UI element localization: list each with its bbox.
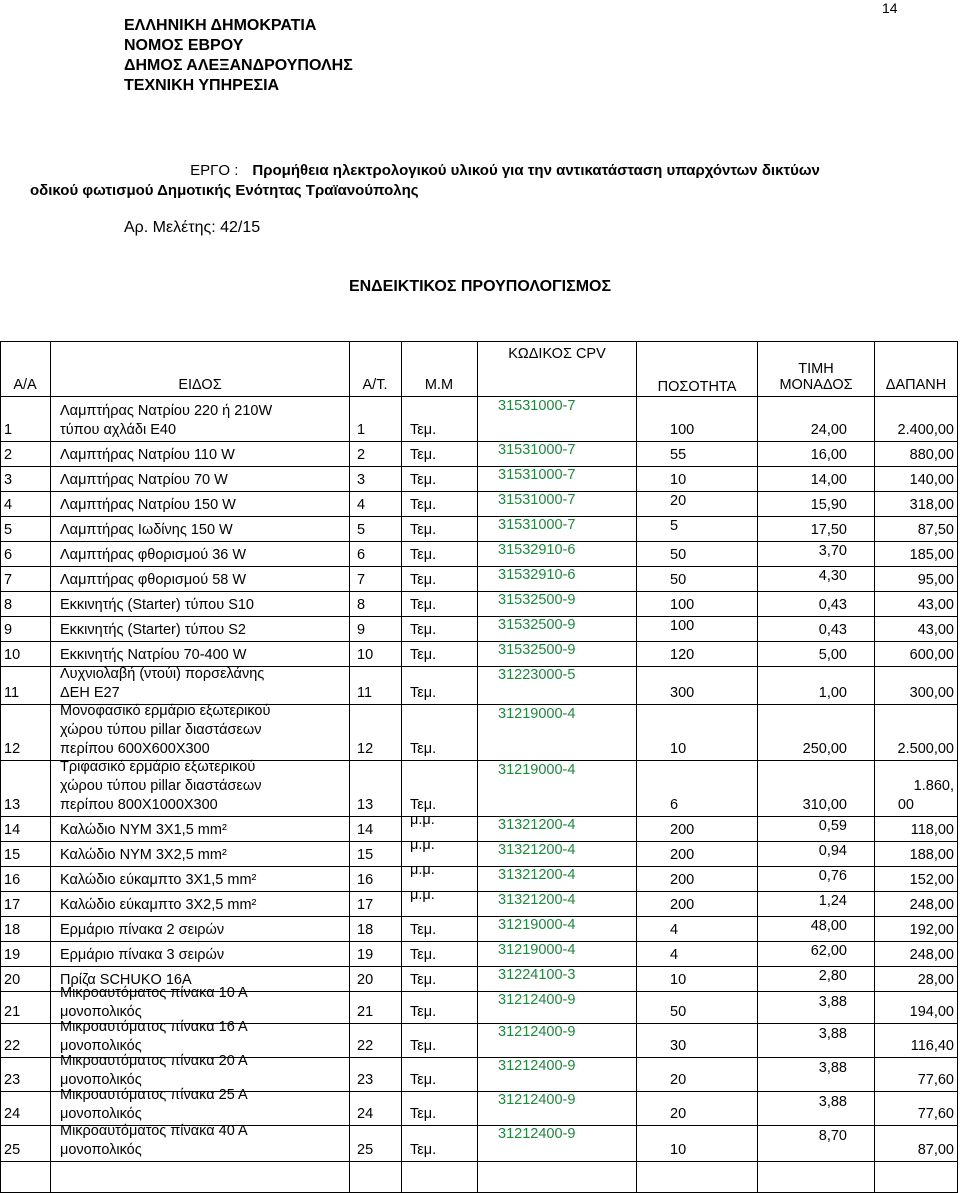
row-cost: 2.400,00 (897, 422, 954, 438)
row-aa: 17 (4, 897, 21, 913)
row-quantity: 200 (670, 847, 695, 863)
row-description: Καλώδιο εύκαμπτο 3Χ1,5 mm² (60, 872, 257, 888)
row-description: Εκκινητής (Starter) τύπου S10 (60, 597, 254, 613)
row-description: Μικροαυτόματος πίνακα 16 Α (60, 1019, 248, 1035)
grid-hline (0, 591, 958, 592)
row-cost: 1.860, (913, 778, 954, 794)
row-at: 19 (357, 947, 374, 963)
row-aa: 7 (4, 572, 13, 588)
row-description: χώρου τύπου pillar διαστάσεων (60, 722, 262, 738)
row-unit-price: 0,59 (818, 818, 847, 834)
row-unit: Τεμ. (410, 922, 437, 938)
row-quantity: 50 (670, 547, 687, 563)
row-unit: μ.μ. (410, 887, 435, 903)
grid-vline (957, 341, 958, 1192)
row-quantity: 6 (670, 797, 679, 813)
row-cpv: 31212400-9 (498, 1126, 576, 1142)
row-quantity: 4 (670, 922, 679, 938)
row-cpv: 31532500-9 (498, 642, 576, 658)
row-description: μονοπολικός (60, 1142, 142, 1158)
row-aa: 24 (4, 1106, 21, 1122)
row-quantity: 55 (670, 447, 687, 463)
row-unit-price: 62,00 (810, 943, 847, 959)
row-cpv: 31219000-4 (498, 917, 576, 933)
row-cpv: 31532500-9 (498, 592, 576, 608)
row-quantity: 30 (670, 1038, 687, 1054)
grid-hline (0, 641, 958, 642)
row-aa: 2 (4, 447, 13, 463)
row-at: 5 (357, 522, 366, 538)
row-quantity: 100 (670, 422, 695, 438)
row-at: 14 (357, 822, 374, 838)
row-unit-price: 5,00 (818, 647, 847, 663)
row-cpv: 31321200-4 (498, 867, 576, 883)
row-unit-price: 4,30 (818, 568, 847, 584)
grid-hline (0, 941, 958, 942)
header-mm: Μ.Μ (424, 377, 454, 393)
letterhead-line: ΝΟΜΟΣ ΕΒΡΟΥ (124, 37, 244, 54)
row-unit-price: 310,00 (802, 797, 847, 813)
header-at: Α/Τ. (362, 377, 388, 393)
row-description: Μικροαυτόματος πίνακα 20 Α (60, 1053, 248, 1069)
row-cpv: 31219000-4 (498, 942, 576, 958)
row-at: 20 (357, 972, 374, 988)
row-aa: 20 (4, 972, 21, 988)
row-description: Λαμπτήρας Νατρίου 150 W (60, 497, 236, 513)
row-unit-price: 16,00 (810, 447, 847, 463)
row-at: 6 (357, 547, 366, 563)
grid-hline (0, 341, 958, 342)
row-at: 16 (357, 872, 374, 888)
row-description: χώρου τύπου pillar διαστάσεων (60, 778, 262, 794)
row-quantity: 100 (670, 597, 695, 613)
row-description: μονοπολικός (60, 1106, 142, 1122)
row-cpv: 31531000-7 (498, 442, 576, 458)
letterhead-line: ΤΕΧΝΙΚΗ ΥΠΗΡΕΣΙΑ (124, 77, 280, 94)
row-unit-price: 8,70 (818, 1128, 847, 1144)
row-unit: Τεμ. (410, 597, 437, 613)
row-description: Λαμπτήρας Ιωδίνης 150 W (60, 522, 233, 538)
grid-hline (0, 866, 958, 867)
row-cpv: 31212400-9 (498, 1024, 576, 1040)
letterhead-line: ΕΛΛΗΝΙΚΗ ΔΗΜΟΚΡΑΤΙΑ (124, 17, 317, 34)
row-unit-price: 2,80 (818, 968, 847, 984)
row-quantity: 5 (670, 518, 679, 534)
row-unit: Τεμ. (410, 797, 437, 813)
grid-hline (0, 516, 958, 517)
row-description: Λαμπτήρας Νατρίου 220 ή 210W (60, 403, 273, 419)
row-quantity: 20 (670, 493, 687, 509)
row-unit: Τεμ. (410, 947, 437, 963)
row-unit: Τεμ. (410, 422, 437, 438)
row-description: Καλώδιο ΝΥΜ 3Χ1,5 mm² (60, 822, 227, 838)
header-price: ΤΙΜΗ (798, 361, 834, 377)
grid-hline (0, 1161, 958, 1162)
row-at: 4 (357, 497, 366, 513)
row-at: 15 (357, 847, 374, 863)
row-cost: 600,00 (909, 647, 954, 663)
row-cost: 192,00 (909, 922, 954, 938)
row-description: Εκκινητής Νατρίου 70-400 W (60, 647, 247, 663)
row-at: 23 (357, 1072, 374, 1088)
row-description: Εκκινητής (Starter) τύπου S2 (60, 622, 246, 638)
row-unit: Τεμ. (410, 972, 437, 988)
grid-vline (349, 341, 350, 1192)
row-description: περίπου 800Χ1000Χ300 (60, 797, 218, 813)
row-at: 3 (357, 472, 366, 488)
row-unit: Τεμ. (410, 1106, 437, 1122)
row-cpv: 31532500-9 (498, 617, 576, 633)
grid-hline (0, 616, 958, 617)
row-at: 2 (357, 447, 366, 463)
row-unit: Τεμ. (410, 547, 437, 563)
row-unit-price: 48,00 (810, 918, 847, 934)
row-aa: 16 (4, 872, 21, 888)
letterhead (124, 16, 353, 96)
row-unit-price: 1,00 (818, 685, 847, 701)
row-cost: 248,00 (909, 947, 954, 963)
row-cpv: 31531000-7 (498, 467, 576, 483)
row-unit-price: 3,70 (818, 543, 847, 559)
row-aa: 14 (4, 822, 21, 838)
row-description: Λαμπτήρας Νατρίου 110 W (60, 447, 235, 463)
grid-vline (477, 341, 478, 1192)
row-quantity: 10 (670, 972, 687, 988)
row-at: 24 (357, 1106, 374, 1122)
project-description (30, 161, 930, 201)
row-cpv: 31321200-4 (498, 817, 576, 833)
row-description: Μικροαυτόματος πίνακα 25 Α (60, 1087, 248, 1103)
row-cost: 87,00 (917, 1142, 954, 1158)
row-description: περίπου 600Χ600Χ300 (60, 741, 210, 757)
grid-vline (401, 341, 402, 1192)
row-unit: μ.μ. (410, 837, 435, 853)
row-unit: Τεμ. (410, 522, 437, 538)
row-cost: 43,00 (917, 622, 954, 638)
row-at: 13 (357, 797, 374, 813)
row-unit: Τεμ. (410, 1142, 437, 1158)
row-cost: 28,00 (917, 972, 954, 988)
row-cpv: 31219000-4 (498, 706, 576, 722)
row-cost: 43,00 (917, 597, 954, 613)
header-qty: ΠΟΣΟΤΗΤΑ (657, 379, 737, 395)
row-cpv: 31212400-9 (498, 992, 576, 1008)
grid-vline (874, 341, 875, 1192)
row-aa: 8 (4, 597, 13, 613)
row-unit: Τεμ. (410, 685, 437, 701)
study-number: Αρ. Μελέτης: 42/15 (124, 219, 261, 236)
row-aa: 15 (4, 847, 21, 863)
row-unit: Τεμ. (410, 472, 437, 488)
row-description: τύπου αχλάδι Ε40 (60, 422, 177, 438)
row-cost: 194,00 (909, 1004, 954, 1020)
row-at: 12 (357, 741, 374, 757)
row-cost: 152,00 (909, 872, 954, 888)
row-quantity: 10 (670, 1142, 687, 1158)
row-description: Ερμάριο πίνακα 2 σειρών (60, 922, 225, 938)
page-number: 14 (882, 0, 898, 16)
row-at: 17 (357, 897, 374, 913)
row-description: Μικροαυτόματος πίνακα 10 Α (60, 985, 248, 1001)
budget-table (0, 341, 958, 1192)
row-aa: 21 (4, 1004, 21, 1020)
row-cost: 77,60 (917, 1072, 954, 1088)
row-aa: 6 (4, 547, 13, 563)
row-unit-price: 0,76 (818, 868, 847, 884)
project-label: ΕΡΓΟ : (190, 162, 239, 179)
row-quantity: 300 (670, 685, 695, 701)
project-text: Προμήθεια ηλεκτρολογικού υλικού για την αντικατάσταση υπαρχόντων δικτύων (252, 162, 820, 179)
row-cpv: 31531000-7 (498, 517, 576, 533)
row-cost: 87,50 (917, 522, 954, 538)
row-description: Πρίζα SCHUKO 16Α (60, 972, 192, 988)
row-unit: Τεμ. (410, 741, 437, 757)
grid-hline (0, 441, 958, 442)
row-aa: 13 (4, 797, 21, 813)
row-cpv: 31212400-9 (498, 1092, 576, 1108)
row-cost: 185,00 (909, 547, 954, 563)
row-cpv: 31532910-6 (498, 542, 576, 558)
row-aa: 4 (4, 497, 13, 513)
row-quantity: 20 (670, 1072, 687, 1088)
header-item: ΕΙΔΟΣ (178, 377, 222, 393)
row-description: ΔΕΗ Ε27 (60, 685, 120, 701)
grid-vline (50, 341, 51, 1192)
row-quantity: 10 (670, 741, 687, 757)
row-unit: Τεμ. (410, 572, 437, 588)
row-cost: 95,00 (917, 572, 954, 588)
row-at: 10 (357, 647, 374, 663)
row-description: Ερμάριο πίνακα 3 σειρών (60, 947, 225, 963)
row-at: 1 (357, 422, 366, 438)
row-unit-price: 250,00 (802, 741, 847, 757)
row-unit: μ.μ. (410, 862, 435, 878)
row-quantity: 200 (670, 872, 695, 888)
row-cost: 318,00 (909, 497, 954, 513)
row-cpv: 31531000-7 (498, 398, 576, 414)
row-cpv: 31321200-4 (498, 892, 576, 908)
row-quantity: 10 (670, 472, 687, 488)
row-aa: 3 (4, 472, 13, 488)
row-unit: Τεμ. (410, 1072, 437, 1088)
row-aa: 11 (4, 685, 20, 701)
header-price: ΜΟΝΑΔΟΣ (779, 377, 853, 393)
row-at: 21 (357, 1004, 374, 1020)
row-description: Καλώδιο εύκαμπτο 3Χ2,5 mm² (60, 897, 257, 913)
row-unit: Τεμ. (410, 622, 437, 638)
row-quantity: 50 (670, 572, 687, 588)
grid-hline (0, 841, 958, 842)
row-cpv: 31223000-5 (498, 667, 576, 683)
grid-hline (0, 566, 958, 567)
row-unit: Τεμ. (410, 1004, 437, 1020)
grid-hline (0, 491, 958, 492)
row-unit-price: 17,50 (810, 522, 847, 538)
row-aa: 1 (4, 422, 13, 438)
row-aa: 19 (4, 947, 21, 963)
project-text: οδικού φωτισμού Δημοτικής Ενότητας Τραϊανούπολης (30, 182, 419, 199)
row-description: Λυχνιολαβή (ντούι) πορσελάνης (60, 666, 265, 682)
row-cpv: 31219000-4 (498, 762, 576, 778)
row-unit: Τεμ. (410, 647, 437, 663)
row-description: Μονοφασικό ερμάριο εξωτερικού (60, 703, 271, 719)
row-description: μονοπολικός (60, 1038, 142, 1054)
row-aa: 23 (4, 1072, 21, 1088)
row-unit-price: 3,88 (818, 1060, 847, 1076)
row-unit-price: 0,43 (818, 597, 847, 613)
row-description: Τριφασικό ερμάριο εξωτερικού (60, 759, 256, 775)
row-at: 7 (357, 572, 366, 588)
grid-hline (0, 891, 958, 892)
row-cost: 00 (897, 797, 914, 813)
row-unit-price: 3,88 (818, 994, 847, 1010)
grid-hline (0, 916, 958, 917)
letterhead-line: ΔΗΜΟΣ ΑΛΕΞΑΝΔΡΟΥΠΟΛΗΣ (124, 57, 353, 74)
row-at: 9 (357, 622, 366, 638)
row-quantity: 20 (670, 1106, 687, 1122)
row-unit-price: 3,88 (818, 1026, 847, 1042)
row-cpv: 31224100-3 (498, 967, 576, 983)
row-unit-price: 15,90 (810, 497, 847, 513)
row-cost: 116,40 (910, 1038, 954, 1054)
row-aa: 18 (4, 922, 21, 938)
row-at: 22 (357, 1038, 374, 1054)
row-aa: 12 (4, 741, 21, 757)
row-cpv: 31531000-7 (498, 492, 576, 508)
row-cost: 880,00 (909, 447, 954, 463)
row-description: μονοπολικός (60, 1004, 142, 1020)
grid-vline (0, 341, 1, 1192)
row-aa: 25 (4, 1142, 21, 1158)
row-aa: 9 (4, 622, 13, 638)
grid-hline (0, 396, 958, 397)
grid-vline (636, 341, 637, 1192)
row-cost: 300,00 (909, 685, 954, 701)
row-at: 11 (357, 685, 373, 701)
header-aa: Α/Α (13, 377, 37, 393)
row-aa: 22 (4, 1038, 21, 1054)
row-unit-price: 14,00 (810, 472, 847, 488)
header-cpv: ΚΩΔΙΚΟΣ CPV (508, 346, 606, 362)
row-description: Καλώδιο ΝΥΜ 3Χ2,5 mm² (60, 847, 227, 863)
row-unit-price: 0,43 (818, 622, 847, 638)
row-description: Λαμπτήρας Νατρίου 70 W (60, 472, 228, 488)
grid-hline (0, 816, 958, 817)
row-unit: Τεμ. (410, 497, 437, 513)
row-unit-price: 1,24 (818, 893, 847, 909)
row-unit-price: 0,94 (818, 843, 847, 859)
row-quantity: 120 (670, 647, 695, 663)
row-cost: 2.500,00 (897, 741, 954, 757)
row-quantity: 50 (670, 1004, 687, 1020)
row-cpv: 31532910-6 (498, 567, 576, 583)
row-unit: Τεμ. (410, 1038, 437, 1054)
row-at: 18 (357, 922, 374, 938)
row-description: Λαμπτήρας φθορισμού 58 W (60, 572, 247, 588)
row-at: 25 (357, 1142, 374, 1158)
row-cost: 140,00 (909, 472, 954, 488)
row-cost: 77,60 (917, 1106, 954, 1122)
row-cost: 188,00 (909, 847, 954, 863)
row-cost: 248,00 (909, 897, 954, 913)
row-at: 8 (357, 597, 366, 613)
row-quantity: 200 (670, 822, 695, 838)
grid-hline (0, 466, 958, 467)
row-quantity: 4 (670, 947, 679, 963)
row-description: Λαμπτήρας φθορισμού 36 W (60, 547, 247, 563)
row-cpv: 31321200-4 (498, 842, 576, 858)
row-quantity: 100 (670, 618, 695, 634)
row-unit-price: 3,88 (818, 1094, 847, 1110)
header-cost: ΔΑΠΑΝΗ (885, 377, 947, 393)
row-cost: 118,00 (910, 822, 954, 838)
row-quantity: 200 (670, 897, 695, 913)
row-aa: 5 (4, 522, 13, 538)
document-title: ΕΝΔΕΙΚΤΙΚΟΣ ΠΡΟΥΠΟΛΟΓΙΣΜΟΣ (348, 278, 612, 295)
row-description: μονοπολικός (60, 1072, 142, 1088)
grid-hline (0, 541, 958, 542)
row-description: Μικροαυτόματος πίνακα 40 Α (60, 1123, 248, 1139)
row-cpv: 31212400-9 (498, 1058, 576, 1074)
row-unit: Τεμ. (410, 447, 437, 463)
row-unit: μ.μ. (410, 812, 435, 828)
row-unit-price: 24,00 (810, 422, 847, 438)
row-aa: 10 (4, 647, 21, 663)
grid-hline (0, 966, 958, 967)
